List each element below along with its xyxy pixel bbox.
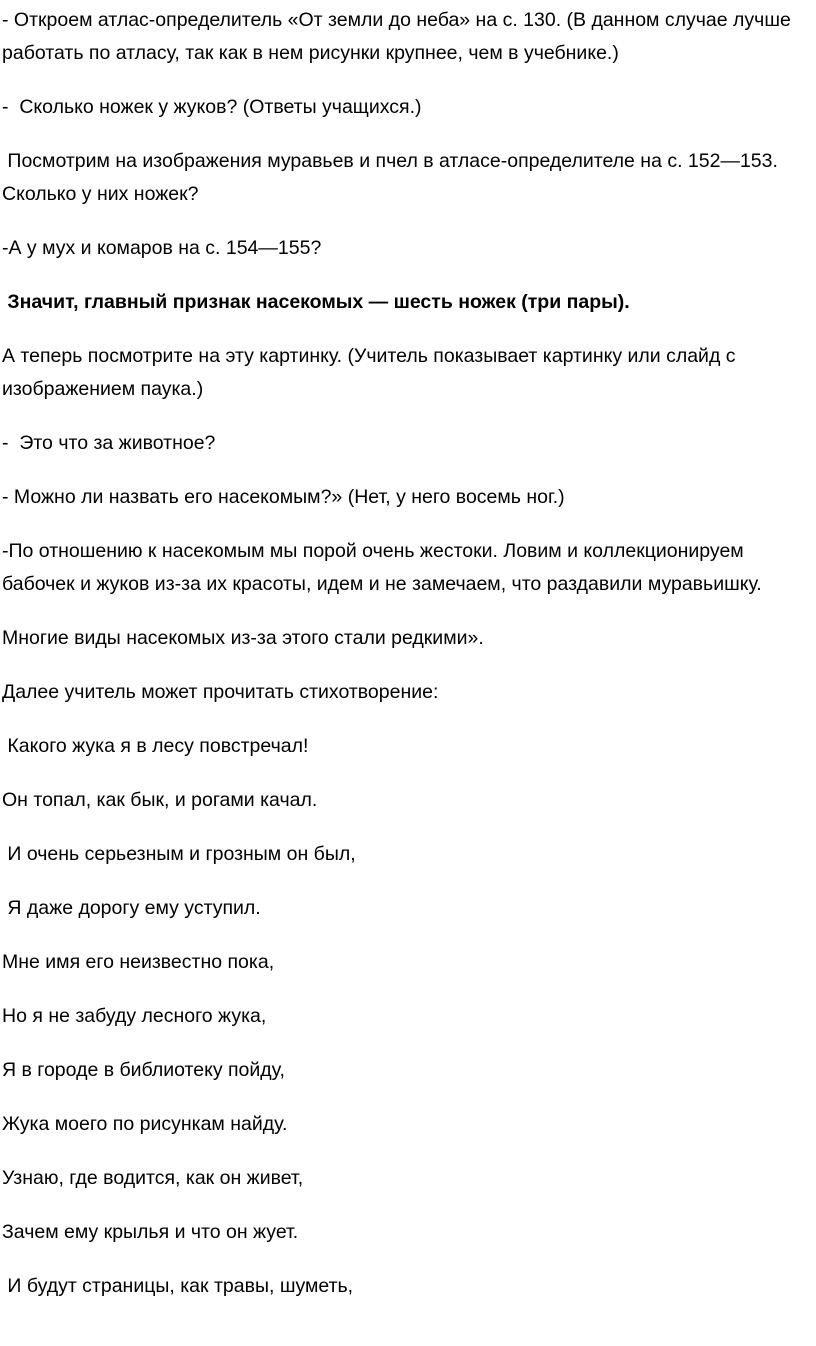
paragraph-is-it-insect: - Можно ли назвать его насекомым?» (Нет, у него восемь ног.) — [2, 486, 565, 508]
paragraph-cruelty: -По отношению к насекомым мы порой очень жестоки. Ловим и коллекционируем бабочек и жуков из-за их красоты, идем и не замечаем, что раздавили муравьишку. — [2, 540, 762, 595]
paragraph-what-animal: - Это что за животное? — [2, 432, 216, 454]
paragraph-atlas-intro: - Откроем атлас-определитель «От земли до неба» на с. 130. (В данном случае лучше работать по атласу, так как в нем рисунки крупнее, чем в учебнике.) — [2, 9, 797, 64]
poem-line-5: Мне имя его неизвестно пока, — [2, 951, 275, 973]
poem-line-1: Какого жука я в лесу повстречал! — [2, 735, 309, 757]
poem-line-9: Узнаю, где водится, как он живет, — [2, 1167, 304, 1189]
paragraph-beetle-legs-question: - Сколько ножек у жуков? (Ответы учащихся.) — [2, 96, 422, 118]
poem-line-11: И будут страницы, как травы, шуметь, — [2, 1275, 354, 1297]
paragraph-spider-picture: А теперь посмотрите на эту картинку. (Учитель показывает картинку или слайд с изображением паука.) — [2, 345, 741, 400]
poem-line-2: Он топал, как бык, и рогами качал. — [2, 789, 318, 811]
poem-line-6: Но я не забуду лесного жука, — [2, 1005, 267, 1027]
poem-line-10: Зачем ему крылья и что он жует. — [2, 1221, 299, 1243]
paragraph-ants-bees: Посмотрим на изображения муравьев и пчел в атласе-определителе на с. 152—153. Сколько у них ножек? — [2, 150, 784, 205]
paragraph-main-feature: Значит, главный признак насекомых — шесть ножек (три пары). — [2, 291, 630, 313]
paragraph-poem-intro: Далее учитель может прочитать стихотворение: — [2, 681, 439, 703]
paragraph-rare-species: Многие виды насекомых из-за этого стали редкими». — [2, 627, 484, 649]
poem-line-8: Жука моего по рисункам найду. — [2, 1113, 288, 1135]
poem-line-7: Я в городе в библиотеку пойду, — [2, 1059, 285, 1081]
paragraph-flies-mosquitoes: -А у мух и комаров на с. 154—155? — [2, 237, 322, 259]
poem-line-3: И очень серьезным и грозным он был, — [2, 843, 356, 865]
poem-line-4: Я даже дорогу ему уступил. — [2, 897, 261, 919]
